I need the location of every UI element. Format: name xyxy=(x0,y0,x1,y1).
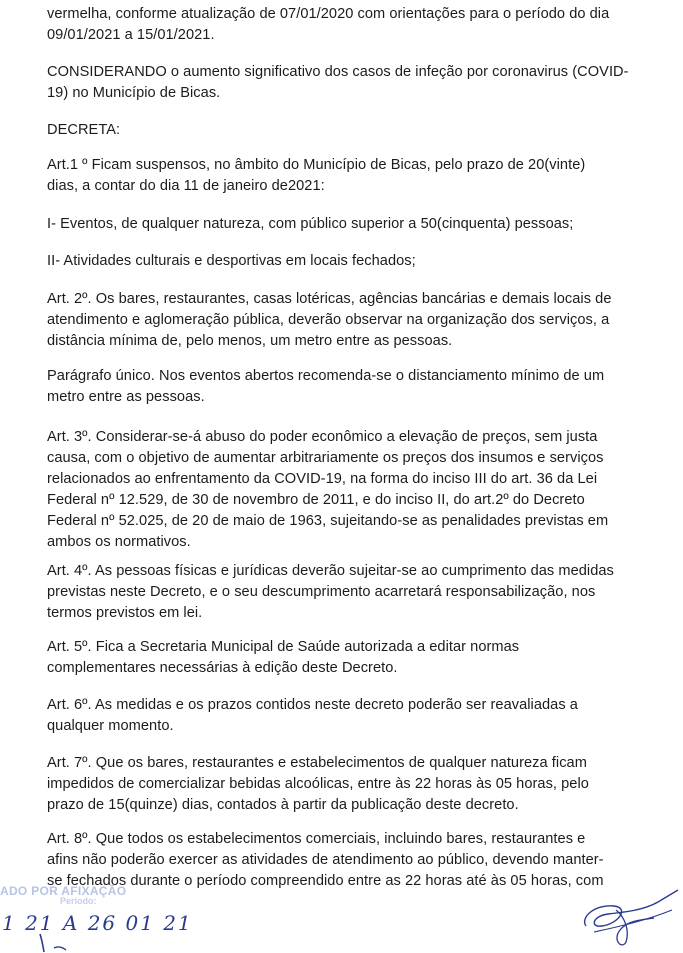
paragraph-art-4 xyxy=(47,561,613,624)
text-line: qualquer momento. xyxy=(47,718,174,734)
text-line: CONSIDERANDO o aumento significativo dos casos de infeção por coronavirus (COVID- xyxy=(47,64,629,80)
text-line: Art. 8º. Que todos os estabelecimentos comerciais, incluindo bares, restaurantes e xyxy=(47,831,586,847)
text-line: Art. 6º. As medidas e os prazos contidos neste decreto poderão ser reavaliadas a xyxy=(47,697,578,713)
text-line: prazo de 15(quinze) dias, contados à partir da publicação deste decreto. xyxy=(47,797,519,813)
paragraph-paragrafo-unico xyxy=(47,366,613,408)
text-line: 19) no Município de Bicas. xyxy=(47,85,221,101)
text-line: se fechados durante o período compreendido entre as 22 horas até às 05 horas, com xyxy=(47,873,604,889)
paragraph-intro-continuation xyxy=(47,4,613,46)
text-line: Federal nº 52.025, de 20 de maio de 1963, sujeitando-se as penalidades previstas em xyxy=(47,513,609,529)
text-line: distância mínima de, pelo menos, um metro entre as pessoas. xyxy=(47,333,453,349)
text-line: atendimento e aglomeração pública, deverão observar na organização dos serviços, a xyxy=(47,312,610,328)
text-line: previstas neste Decreto, e o seu descumprimento acarretará responsabilização, nos xyxy=(47,584,596,600)
signature xyxy=(572,880,682,952)
text-line: metro entre as pessoas. xyxy=(47,389,205,405)
paragraph-art-3 xyxy=(47,427,613,553)
text-line: Art. 4º. As pessoas físicas e jurídicas deverão sujeitar-se ao cumprimento das medidas xyxy=(47,563,614,579)
text-line: Art. 3º. Considerar-se-á abuso do poder econômico a elevação de preços, sem justa xyxy=(47,429,598,445)
paragraph-art-2 xyxy=(47,289,613,352)
text-line: 09/01/2021 a 15/01/2021. xyxy=(47,27,215,43)
paragraph-inciso-i xyxy=(47,214,613,235)
publication-stamp: ADO POR AFIXAÇÃO xyxy=(0,884,127,898)
handwritten-dates: 1 21 A 26 01 21 xyxy=(2,911,193,935)
text-line: Art. 7º. Que os bares, restaurantes e estabelecimentos de qualquer natureza ficam xyxy=(47,755,587,771)
paragraph-art-1 xyxy=(47,155,613,197)
text-line: causa, com o objetivo de aumentar arbitrariamente os preços dos insumos e serviços xyxy=(47,450,604,466)
text-line: vermelha, conforme atualização de 07/01/2020 com orientações para o período do dia xyxy=(47,6,610,22)
text-line: afins não poderão exercer as atividades de atendimento ao público, devendo manter- xyxy=(47,852,604,868)
paragraph-art-8 xyxy=(47,829,613,892)
text-line: DECRETA: xyxy=(47,122,121,138)
publication-stamp-period: Período: xyxy=(60,896,97,906)
text-line: impedidos de comercializar bebidas alcoólicas, entre às 22 horas às 05 horas, pelo xyxy=(47,776,589,792)
text-line: complementares necessárias à edição deste Decreto. xyxy=(47,660,398,676)
text-line: relacionados ao enfrentamento da COVID-19, na forma do inciso III do art. 36 da Lei xyxy=(47,471,598,487)
paragraph-decreta xyxy=(47,120,613,141)
paragraph-art-5 xyxy=(47,637,613,679)
text-line: Art.1 º Ficam suspensos, no âmbito do Município de Bicas, pelo prazo de 20(vinte) xyxy=(47,157,586,173)
paragraph-inciso-ii xyxy=(47,251,613,272)
text-line: Parágrafo único. Nos eventos abertos recomenda-se o distanciamento mínimo de um xyxy=(47,368,605,384)
paragraph-considerando xyxy=(47,62,629,104)
text-line: II- Atividades culturais e desportivas em locais fechados; xyxy=(47,253,416,269)
paragraph-art-6 xyxy=(47,695,613,737)
text-line: termos previstos em lei. xyxy=(47,605,203,621)
text-line: I- Eventos, de qualquer natureza, com público superior a 50(cinquenta) pessoas; xyxy=(47,216,574,232)
text-line: Art. 5º. Fica a Secretaria Municipal de Saúde autorizada a editar normas xyxy=(47,639,520,655)
text-line: ambos os normativos. xyxy=(47,534,191,550)
text-line: Art. 2º. Os bares, restaurantes, casas lotéricas, agências bancárias e demais locais de xyxy=(47,291,612,307)
text-line: dias, a contar do dia 11 de janeiro de2021: xyxy=(47,178,325,194)
paragraph-art-7 xyxy=(47,753,613,816)
handwritten-mark xyxy=(30,930,70,953)
text-line: Federal nº 12.529, de 30 de novembro de 2011, e do inciso II, do art.2º do Decreto xyxy=(47,492,585,508)
